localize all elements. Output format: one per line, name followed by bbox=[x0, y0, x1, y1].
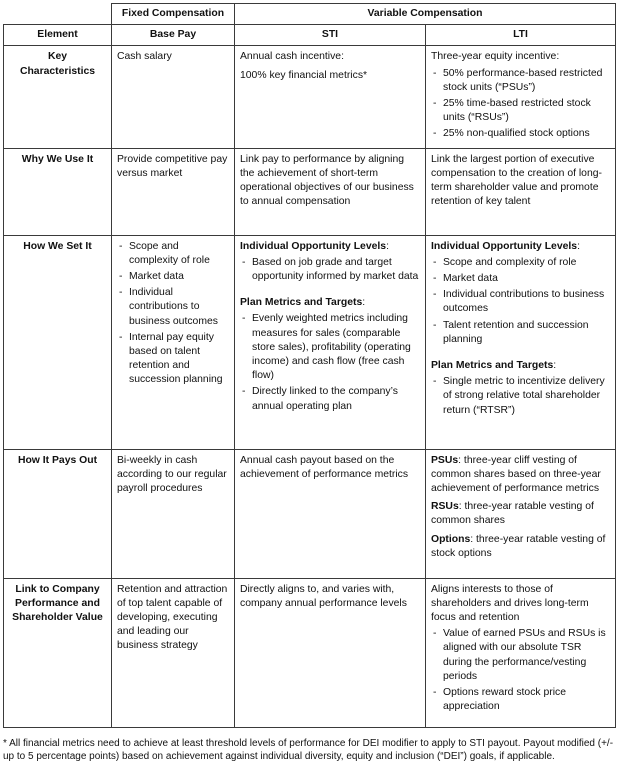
cell-lti-why bbox=[426, 148, 616, 235]
sti-opportunity-list bbox=[240, 256, 420, 284]
row-how-we-set-it bbox=[4, 235, 616, 449]
list-item: - Market data bbox=[117, 270, 229, 284]
base-link-text: Retention and attraction of top talent capable of developing, executing and leading our business strategy bbox=[117, 583, 228, 652]
header-variable-compensation: Variable Compensation bbox=[235, 4, 616, 25]
base-pays-text: Bi-weekly in cash according to our regular payroll procedures bbox=[117, 454, 227, 495]
blank-corner-cell bbox=[4, 4, 112, 25]
lti-rsu-text: RSUs: three-year ratable vesting of common shares bbox=[431, 501, 594, 527]
cell-sti-pays bbox=[235, 449, 426, 578]
list-item: - Scope and complexity of role bbox=[117, 240, 229, 268]
cell-sti-why bbox=[235, 148, 426, 235]
list-item: - Value of earned PSUs and RSUs is aligned with our absolute TSR during the performance/vesting periods bbox=[431, 627, 610, 684]
list-item: - Directly linked to the company’s annual operating plan bbox=[240, 385, 420, 413]
list-item: - Evenly weighted metrics including measures for sales (comparable store sales), profitability (operating income) and cash flow (free cash flow) bbox=[240, 312, 420, 383]
compensation-table bbox=[3, 3, 616, 728]
row-why-we-use-it bbox=[4, 148, 616, 235]
sti-metrics-list bbox=[240, 312, 420, 413]
element-why-we-use-it: Why We Use It bbox=[4, 148, 112, 235]
lti-key-intro: Three-year equity incentive: bbox=[431, 51, 560, 63]
list-item: - Based on job grade and target opportunity informed by market data bbox=[240, 256, 420, 284]
lti-psu-text: PSUs: three-year cliff vesting of common shares based on three-year achievement of performance metrics bbox=[431, 454, 601, 495]
element-how-it-pays-out: How It Pays Out bbox=[4, 449, 112, 578]
footnote: * All financial metrics need to achieve at least threshold levels of performance for DEI modifier to apply to STI payout. Payout modified (+/- up to 5 percentage points) based on achievement against individual diversity, equity and inclusion (“DEI”) goals, if applicable. bbox=[3, 738, 614, 763]
sti-pays-text: Annual cash payout based on the achievement of performance metrics bbox=[240, 454, 409, 480]
list-item: - Single metric to incentivize delivery of strong relative total shareholder return (“RTSR”) bbox=[431, 375, 610, 418]
cell-lti-pays bbox=[426, 449, 616, 578]
list-item: - 25% time-based restricted stock units (“RSUs”) bbox=[431, 97, 610, 125]
lti-link-intro: Aligns interests to those of shareholders and drives long-term focus and retention bbox=[431, 583, 589, 624]
sti-opportunity-heading: Individual Opportunity Levels: bbox=[240, 240, 389, 252]
sti-key-line1: Annual cash incentive: bbox=[240, 51, 344, 63]
header-fixed-compensation: Fixed Compensation bbox=[112, 4, 235, 25]
list-item: - 25% non-qualified stock options bbox=[431, 127, 610, 141]
list-item: - Internal pay equity based on talent retention and succession planning bbox=[117, 331, 229, 388]
lti-why-text: Link the largest portion of executive compensation to the creation of long-term shareholder value and promote retention of key talent bbox=[431, 153, 602, 208]
cell-sti-link bbox=[235, 578, 426, 727]
cell-base-pays bbox=[112, 449, 235, 578]
header-sti: STI bbox=[235, 25, 426, 46]
list-item: - Individual contributions to business outcomes bbox=[117, 286, 229, 329]
sti-link-text: Directly aligns to, and varies with, company annual performance levels bbox=[240, 583, 407, 609]
row-key-characteristics bbox=[4, 46, 616, 148]
lti-opportunity-heading: Individual Opportunity Levels: bbox=[431, 240, 580, 252]
element-key-characteristics: Key Characteristics bbox=[4, 46, 112, 148]
header-element: Element bbox=[4, 25, 112, 46]
element-link-to-performance: Link to Company Performance and Shareholder Value bbox=[4, 578, 112, 727]
list-item: - Options reward stock price appreciation bbox=[431, 686, 610, 714]
sti-metrics-heading: Plan Metrics and Targets: bbox=[240, 297, 366, 309]
sti-key-line2: 100% key financial metrics* bbox=[240, 69, 368, 81]
header-base-pay: Base Pay bbox=[112, 25, 235, 46]
header-lti: LTI bbox=[426, 25, 616, 46]
cell-lti-key bbox=[426, 46, 616, 148]
sti-why-text: Link pay to performance by aligning the achievement of short-term operational objectives of our business to annual compensation bbox=[240, 153, 414, 208]
lti-opportunity-list bbox=[431, 256, 610, 347]
list-item: - Scope and complexity of role bbox=[431, 256, 610, 270]
base-why-text: Provide competitive pay versus market bbox=[117, 153, 228, 179]
list-item: - Talent retention and succession planning bbox=[431, 319, 610, 347]
cell-base-how-set bbox=[112, 235, 235, 449]
base-key-text: Cash salary bbox=[117, 51, 172, 63]
group-header-row bbox=[4, 4, 616, 25]
cell-lti-link bbox=[426, 578, 616, 727]
row-link-to-performance bbox=[4, 578, 616, 727]
lti-metrics-list bbox=[431, 375, 610, 418]
lti-key-list bbox=[431, 67, 610, 142]
cell-sti-key bbox=[235, 46, 426, 148]
cell-base-why bbox=[112, 148, 235, 235]
row-how-it-pays-out bbox=[4, 449, 616, 578]
cell-sti-how-set bbox=[235, 235, 426, 449]
element-how-we-set-it: How We Set It bbox=[4, 235, 112, 449]
list-item: - Market data bbox=[431, 272, 610, 286]
cell-base-key bbox=[112, 46, 235, 148]
cell-lti-how-set bbox=[426, 235, 616, 449]
lti-metrics-heading: Plan Metrics and Targets: bbox=[431, 360, 557, 372]
list-item: - 50% performance-based restricted stock units (“PSUs”) bbox=[431, 67, 610, 95]
lti-link-list bbox=[431, 627, 610, 714]
cell-base-link bbox=[112, 578, 235, 727]
list-item: - Individual contributions to business outcomes bbox=[431, 288, 610, 316]
base-how-set-list bbox=[117, 240, 229, 388]
lti-options-text: Options: three-year ratable vesting of stock options bbox=[431, 533, 606, 559]
column-header-row bbox=[4, 25, 616, 46]
